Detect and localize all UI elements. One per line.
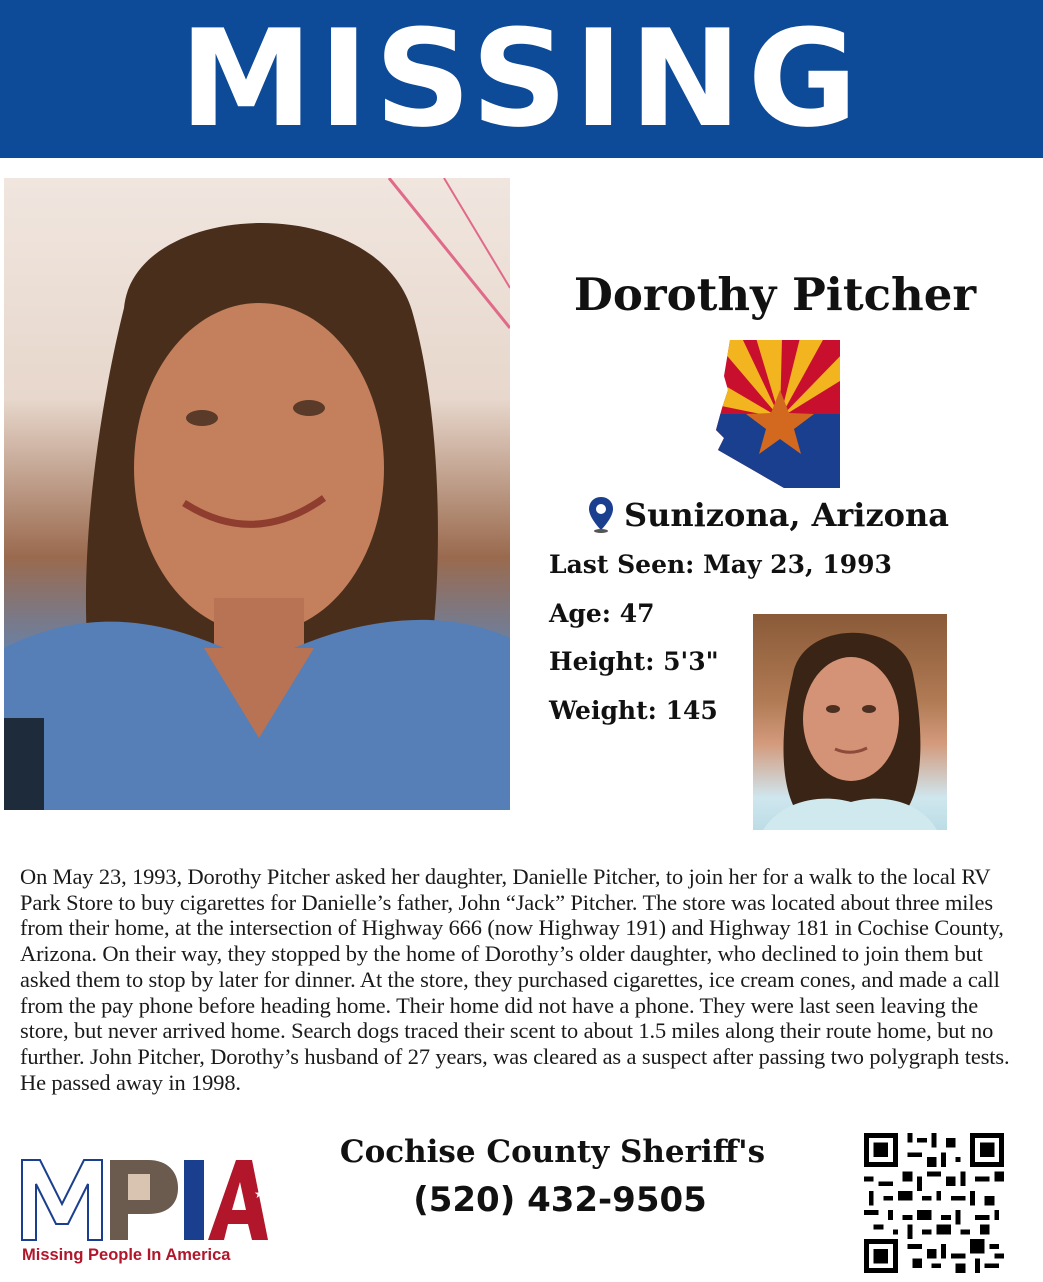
- person-name: Dorothy Pitcher: [573, 268, 977, 321]
- mpia-logo-letters: [18, 1154, 268, 1242]
- contact-phone: (520) 432-9505: [413, 1180, 707, 1220]
- mpia-logo: [18, 1154, 268, 1272]
- height: Height: 5'3": [549, 647, 719, 676]
- banner-title: MISSING: [179, 1, 864, 157]
- location-text: Sunizona, Arizona: [624, 496, 949, 534]
- main-photo-illustration: [4, 178, 510, 810]
- main-photo: [4, 178, 510, 810]
- secondary-photo: [753, 614, 947, 830]
- last-seen: Last Seen: May 23, 1993: [549, 550, 892, 579]
- mpia-caption: Missing People In America: [22, 1246, 231, 1264]
- secondary-photo-illustration: [753, 614, 947, 830]
- case-description: On May 23, 1993, Dorothy Pitcher asked her daughter, Danielle Pitcher, to join her for a walk to the local RV Park Store to buy cigarettes for Danielle’s father, John “Jack” Pitcher. The store was located about three miles from their home, at the intersection of Highway 666 (now Highway 191) and Highway 181 in Cochise County, Arizona. On their way, they stopped by the home of Dorothy’s older daughter, who declined to join them but asked them to stop by later for dinner. At the store, they purchased cigarettes, ice cream cones, and made a call from the pay phone before heading home. Their home did not have a phone. They were last seen leaving the store, but never arrived home. Search dogs traced their scent to about 1.5 miles along their route home, but no further. John Pitcher, Dorothy’s husband of 27 years, was cleared as a suspect after passing two polygraph tests. He passed away in 1998.: [20, 864, 1010, 1095]
- age: Age: 47: [549, 599, 655, 628]
- missing-banner: [0, 0, 1043, 158]
- qr-code-icon: [864, 1133, 1004, 1273]
- map-pin-icon: [588, 496, 614, 534]
- location-line: [588, 492, 949, 538]
- weight: Weight: 145: [549, 696, 718, 725]
- arizona-flag-icon: [712, 338, 848, 490]
- contact-agency: Cochise County Sheriff's: [339, 1134, 766, 1170]
- svg-text:★: ★: [254, 1187, 265, 1201]
